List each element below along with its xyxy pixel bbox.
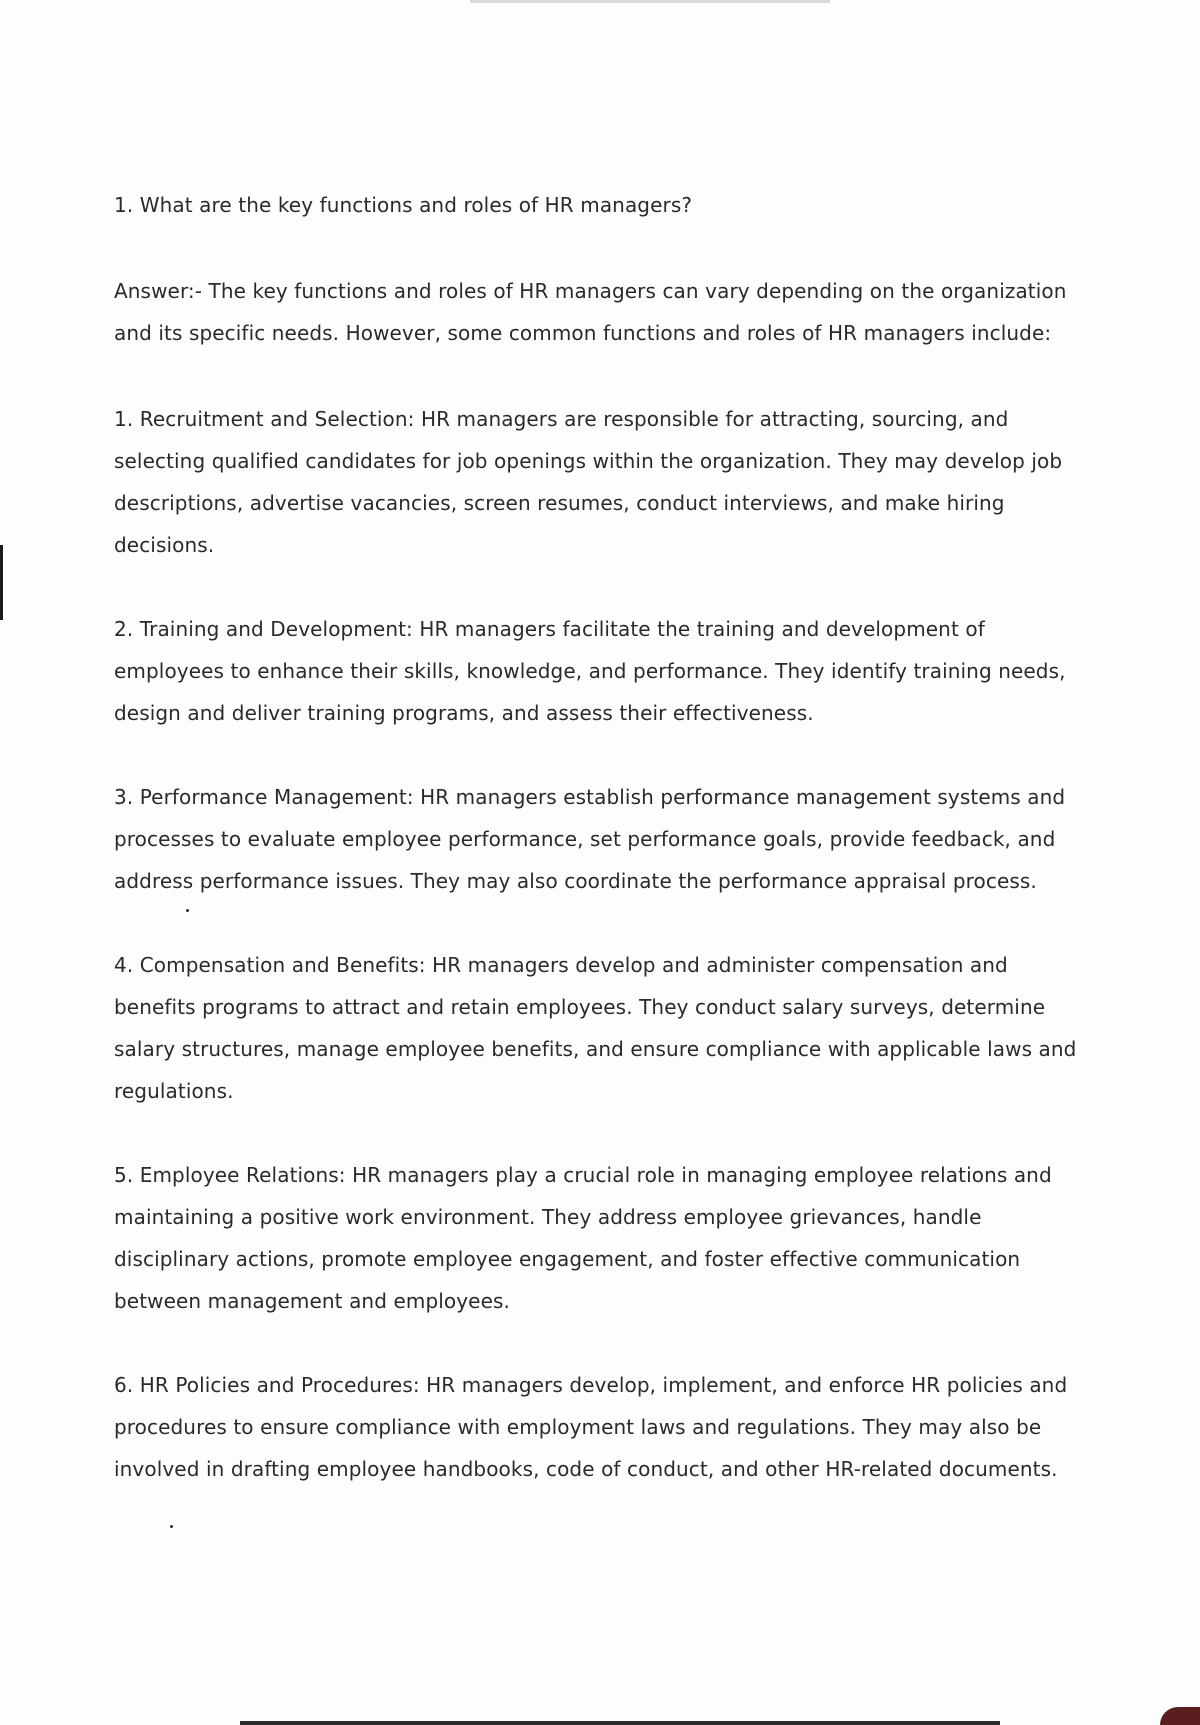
scan-corner [1160,1707,1200,1725]
scan-edge-left [0,545,3,620]
point-compensation: 4. Compensation and Benefits: HR managers develop and administer compensation and benefits programs to attract and retain employees. They conduct salary surveys, determine salary structures, manage employee benefits, and ensure compliance with applicable laws and regulations. [114,953,1077,1103]
point-hr-policies: 6. HR Policies and Procedures: HR managers develop, implement, and enforce HR policies and procedures to ensure compliance with employment laws and regulations. They may also be involved in drafting employee handbooks, code of conduct, and other HR-related documents. [114,1373,1068,1481]
point-employee-relations: 5. Employee Relations: HR managers play a crucial role in managing employee relations and maintaining a positive work environment. They address employee grievances, handle disciplinary actions, promote employee engagement, and foster effective communication between management and employees. [114,1163,1052,1313]
scan-edge-top [470,0,830,3]
point-training: 2. Training and Development: HR managers facilitate the training and development of employees to enhance their skills, knowledge, and performance. They identify training needs, design and deliver training programs, and assess their effectiveness. [114,617,1066,725]
scan-edge-bottom [240,1721,1000,1725]
scan-speck [186,909,189,912]
document-body [114,184,1089,1532]
point-performance: 3. Performance Management: HR managers establish performance management systems and processes to evaluate employee performance, set performance goals, provide feedback, and address performance issues. They may also coordinate the performance appraisal process. [114,785,1066,893]
question-heading: 1. What are the key functions and roles of HR managers? [114,193,693,217]
answer-intro: Answer:- The key functions and roles of HR managers can vary depending on the organization and its specific needs. However, some common functions and roles of HR managers include: [114,279,1067,345]
point-recruitment: 1. Recruitment and Selection: HR managers are responsible for attracting, sourcing, and selecting qualified candidates for job openings within the organization. They may develop job descriptions, advertise vacancies, screen resumes, conduct interviews, and make hiring decisions. [114,407,1063,557]
scan-speck [170,1525,173,1528]
